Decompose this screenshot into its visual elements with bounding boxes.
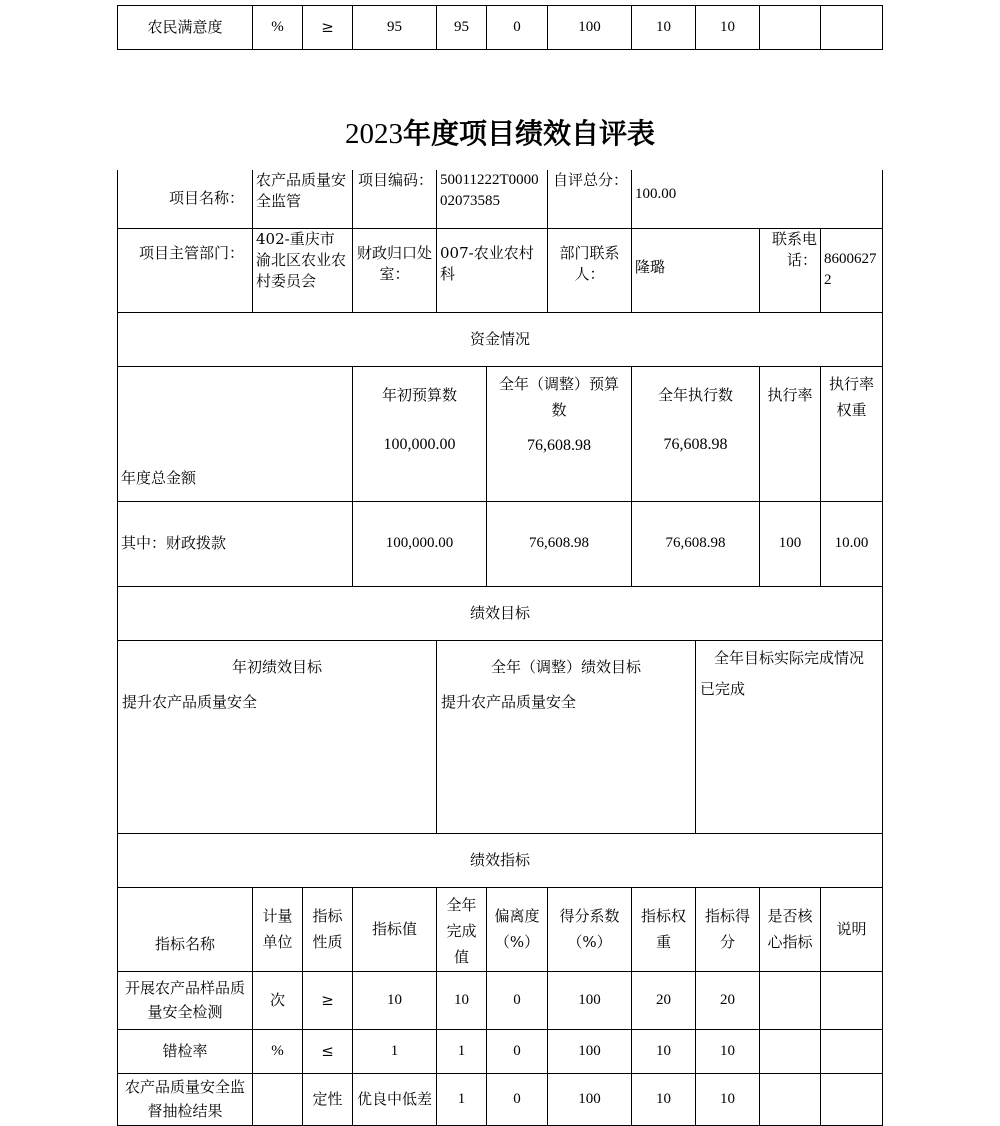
indicator-score: 10 xyxy=(696,6,760,50)
dept-label: 项目主管部门： xyxy=(118,228,253,312)
indicator-nature: ≥ xyxy=(303,6,353,50)
funds-section-title: 资金情况 xyxy=(118,312,883,366)
indicator-coefficient: 100 xyxy=(548,1029,632,1073)
contact-value: 隆璐 xyxy=(632,228,760,312)
funds-fiscal-rate: 100 xyxy=(760,501,821,586)
funds-col-rate: 执行率 xyxy=(760,366,821,501)
page-title xyxy=(0,114,1000,154)
indicator-score: 10 xyxy=(696,1073,760,1125)
funds-total-label: 年度总金额 xyxy=(118,366,353,501)
indicator-weight: 20 xyxy=(632,971,696,1029)
indicator-deviation: 0 xyxy=(487,971,548,1029)
table-row xyxy=(118,1029,883,1073)
funds-col-rate-weight: 执行率权重 xyxy=(821,366,883,501)
table-row xyxy=(118,6,883,50)
dept-value: 402-重庆市渝北区农业农村委员会 xyxy=(253,228,353,312)
table-row xyxy=(118,228,883,312)
indicator-nature: ≥ xyxy=(303,971,353,1029)
ind-header-coefficient: 得分系数（%） xyxy=(548,887,632,971)
goals-initial-header: 年初绩效目标 xyxy=(232,657,323,676)
indicator-unit: % xyxy=(253,1029,303,1073)
indicator-deviation: 0 xyxy=(487,1073,548,1125)
indicator-note xyxy=(821,971,883,1029)
goals-adjusted-content: 提升农产品质量安全 xyxy=(441,692,577,711)
funds-fiscal-label: 其中：财政拨款 xyxy=(118,501,353,586)
indicator-nature: 定性 xyxy=(303,1073,353,1125)
indicator-coefficient: 100 xyxy=(548,6,632,50)
title-text: 年度项目绩效自评表 xyxy=(402,117,655,150)
goals-adjusted-header: 全年（调整）绩效目标 xyxy=(491,657,642,676)
ind-header-note: 说明 xyxy=(821,887,883,971)
indicator-actual: 1 xyxy=(437,1029,487,1073)
ind-header-nature: 指标性质 xyxy=(303,887,353,971)
indicators-section-title: 绩效指标 xyxy=(118,833,883,887)
goals-section-title: 绩效目标 xyxy=(118,586,883,640)
ind-header-unit: 计量单位 xyxy=(253,887,303,971)
indicator-name: 农产品质量安全监督抽检结果 xyxy=(118,1073,253,1125)
indicator-score: 10 xyxy=(696,1029,760,1073)
funds-fiscal-weight: 10.00 xyxy=(821,501,883,586)
project-name-label: 项目名称： xyxy=(118,170,253,228)
table-row xyxy=(118,170,883,228)
indicator-weight: 10 xyxy=(632,1073,696,1125)
funds-fiscal-adjusted: 76,608.98 xyxy=(487,501,632,586)
office-label: 财政归口处室： xyxy=(353,228,437,312)
ind-header-target: 指标值 xyxy=(353,887,437,971)
table-row xyxy=(118,833,883,887)
self-score-value: 100.00 xyxy=(632,170,883,228)
funds-total-adjusted: 76,608.98 xyxy=(527,436,592,454)
indicator-name: 农民满意度 xyxy=(118,6,253,50)
indicator-deviation: 0 xyxy=(487,1029,548,1073)
project-code-label: 项目编码： xyxy=(353,170,437,228)
table-row xyxy=(118,640,883,833)
indicator-weight: 10 xyxy=(632,6,696,50)
indicator-note xyxy=(821,1073,883,1125)
indicator-target: 95 xyxy=(353,6,437,50)
phone-label: 联系电话： xyxy=(760,228,821,312)
indicator-unit xyxy=(253,1073,303,1125)
indicator-actual: 10 xyxy=(437,971,487,1029)
previous-indicator-table xyxy=(117,5,883,50)
indicator-name: 错检率 xyxy=(118,1029,253,1073)
indicator-target: 10 xyxy=(353,971,437,1029)
indicator-deviation: 0 xyxy=(487,6,548,50)
goals-actual-header: 全年目标实际完成情况 xyxy=(714,648,865,667)
ind-header-weight: 指标权重 xyxy=(632,887,696,971)
ind-header-actual: 全年完成值 xyxy=(437,887,487,971)
title-year: 2023 xyxy=(344,118,403,150)
table-row xyxy=(118,366,883,501)
project-name-value: 农产品质量安全监管 xyxy=(253,170,353,228)
table-row xyxy=(118,1073,883,1125)
contact-label: 部门联系人： xyxy=(548,228,632,312)
indicator-target: 1 xyxy=(353,1029,437,1073)
ind-header-core: 是否核心指标 xyxy=(760,887,821,971)
indicator-note xyxy=(821,1029,883,1073)
table-row xyxy=(118,586,883,640)
project-code-value: 50011222T000002073585 xyxy=(437,170,548,228)
indicator-core xyxy=(760,971,821,1029)
indicator-unit: % xyxy=(253,6,303,50)
ind-header-score: 指标得分 xyxy=(696,887,760,971)
funds-fiscal-executed: 76,608.98 xyxy=(632,501,760,586)
indicator-score: 20 xyxy=(696,971,760,1029)
table-row xyxy=(118,887,883,971)
goals-initial-content: 提升农产品质量安全 xyxy=(122,692,258,711)
table-row xyxy=(118,971,883,1029)
indicator-core xyxy=(760,1029,821,1073)
indicator-actual: 95 xyxy=(437,6,487,50)
evaluation-table xyxy=(117,170,883,1126)
indicator-target: 优良中低差 xyxy=(353,1073,437,1125)
ind-header-name: 指标名称 xyxy=(118,887,253,971)
funds-col-executed: 全年执行数 xyxy=(658,385,734,404)
ind-header-deviation: 偏离度（%） xyxy=(487,887,548,971)
indicator-actual: 1 xyxy=(437,1073,487,1125)
self-score-label: 自评总分： xyxy=(548,170,632,228)
indicator-core xyxy=(760,6,821,50)
funds-col-adjusted: 全年（调整）预算数 xyxy=(499,374,620,419)
indicator-coefficient: 100 xyxy=(548,971,632,1029)
office-value: 007-农业农村科 xyxy=(437,228,548,312)
indicator-nature: ≤ xyxy=(303,1029,353,1073)
indicator-weight: 10 xyxy=(632,1029,696,1073)
indicator-coefficient: 100 xyxy=(548,1073,632,1125)
indicator-unit: 次 xyxy=(253,971,303,1029)
phone-value: 86006272 xyxy=(821,228,883,312)
funds-total-initial: 100,000.00 xyxy=(383,435,456,453)
funds-fiscal-initial: 100,000.00 xyxy=(353,501,487,586)
table-row xyxy=(118,312,883,366)
funds-total-executed: 76,608.98 xyxy=(663,435,728,453)
indicator-core xyxy=(760,1073,821,1125)
goals-actual-content: 已完成 xyxy=(700,679,746,698)
funds-col-initial: 年初预算数 xyxy=(382,385,458,404)
indicator-note xyxy=(821,6,883,50)
table-row xyxy=(118,501,883,586)
indicator-name: 开展农产品样品质量安全检测 xyxy=(118,971,253,1029)
